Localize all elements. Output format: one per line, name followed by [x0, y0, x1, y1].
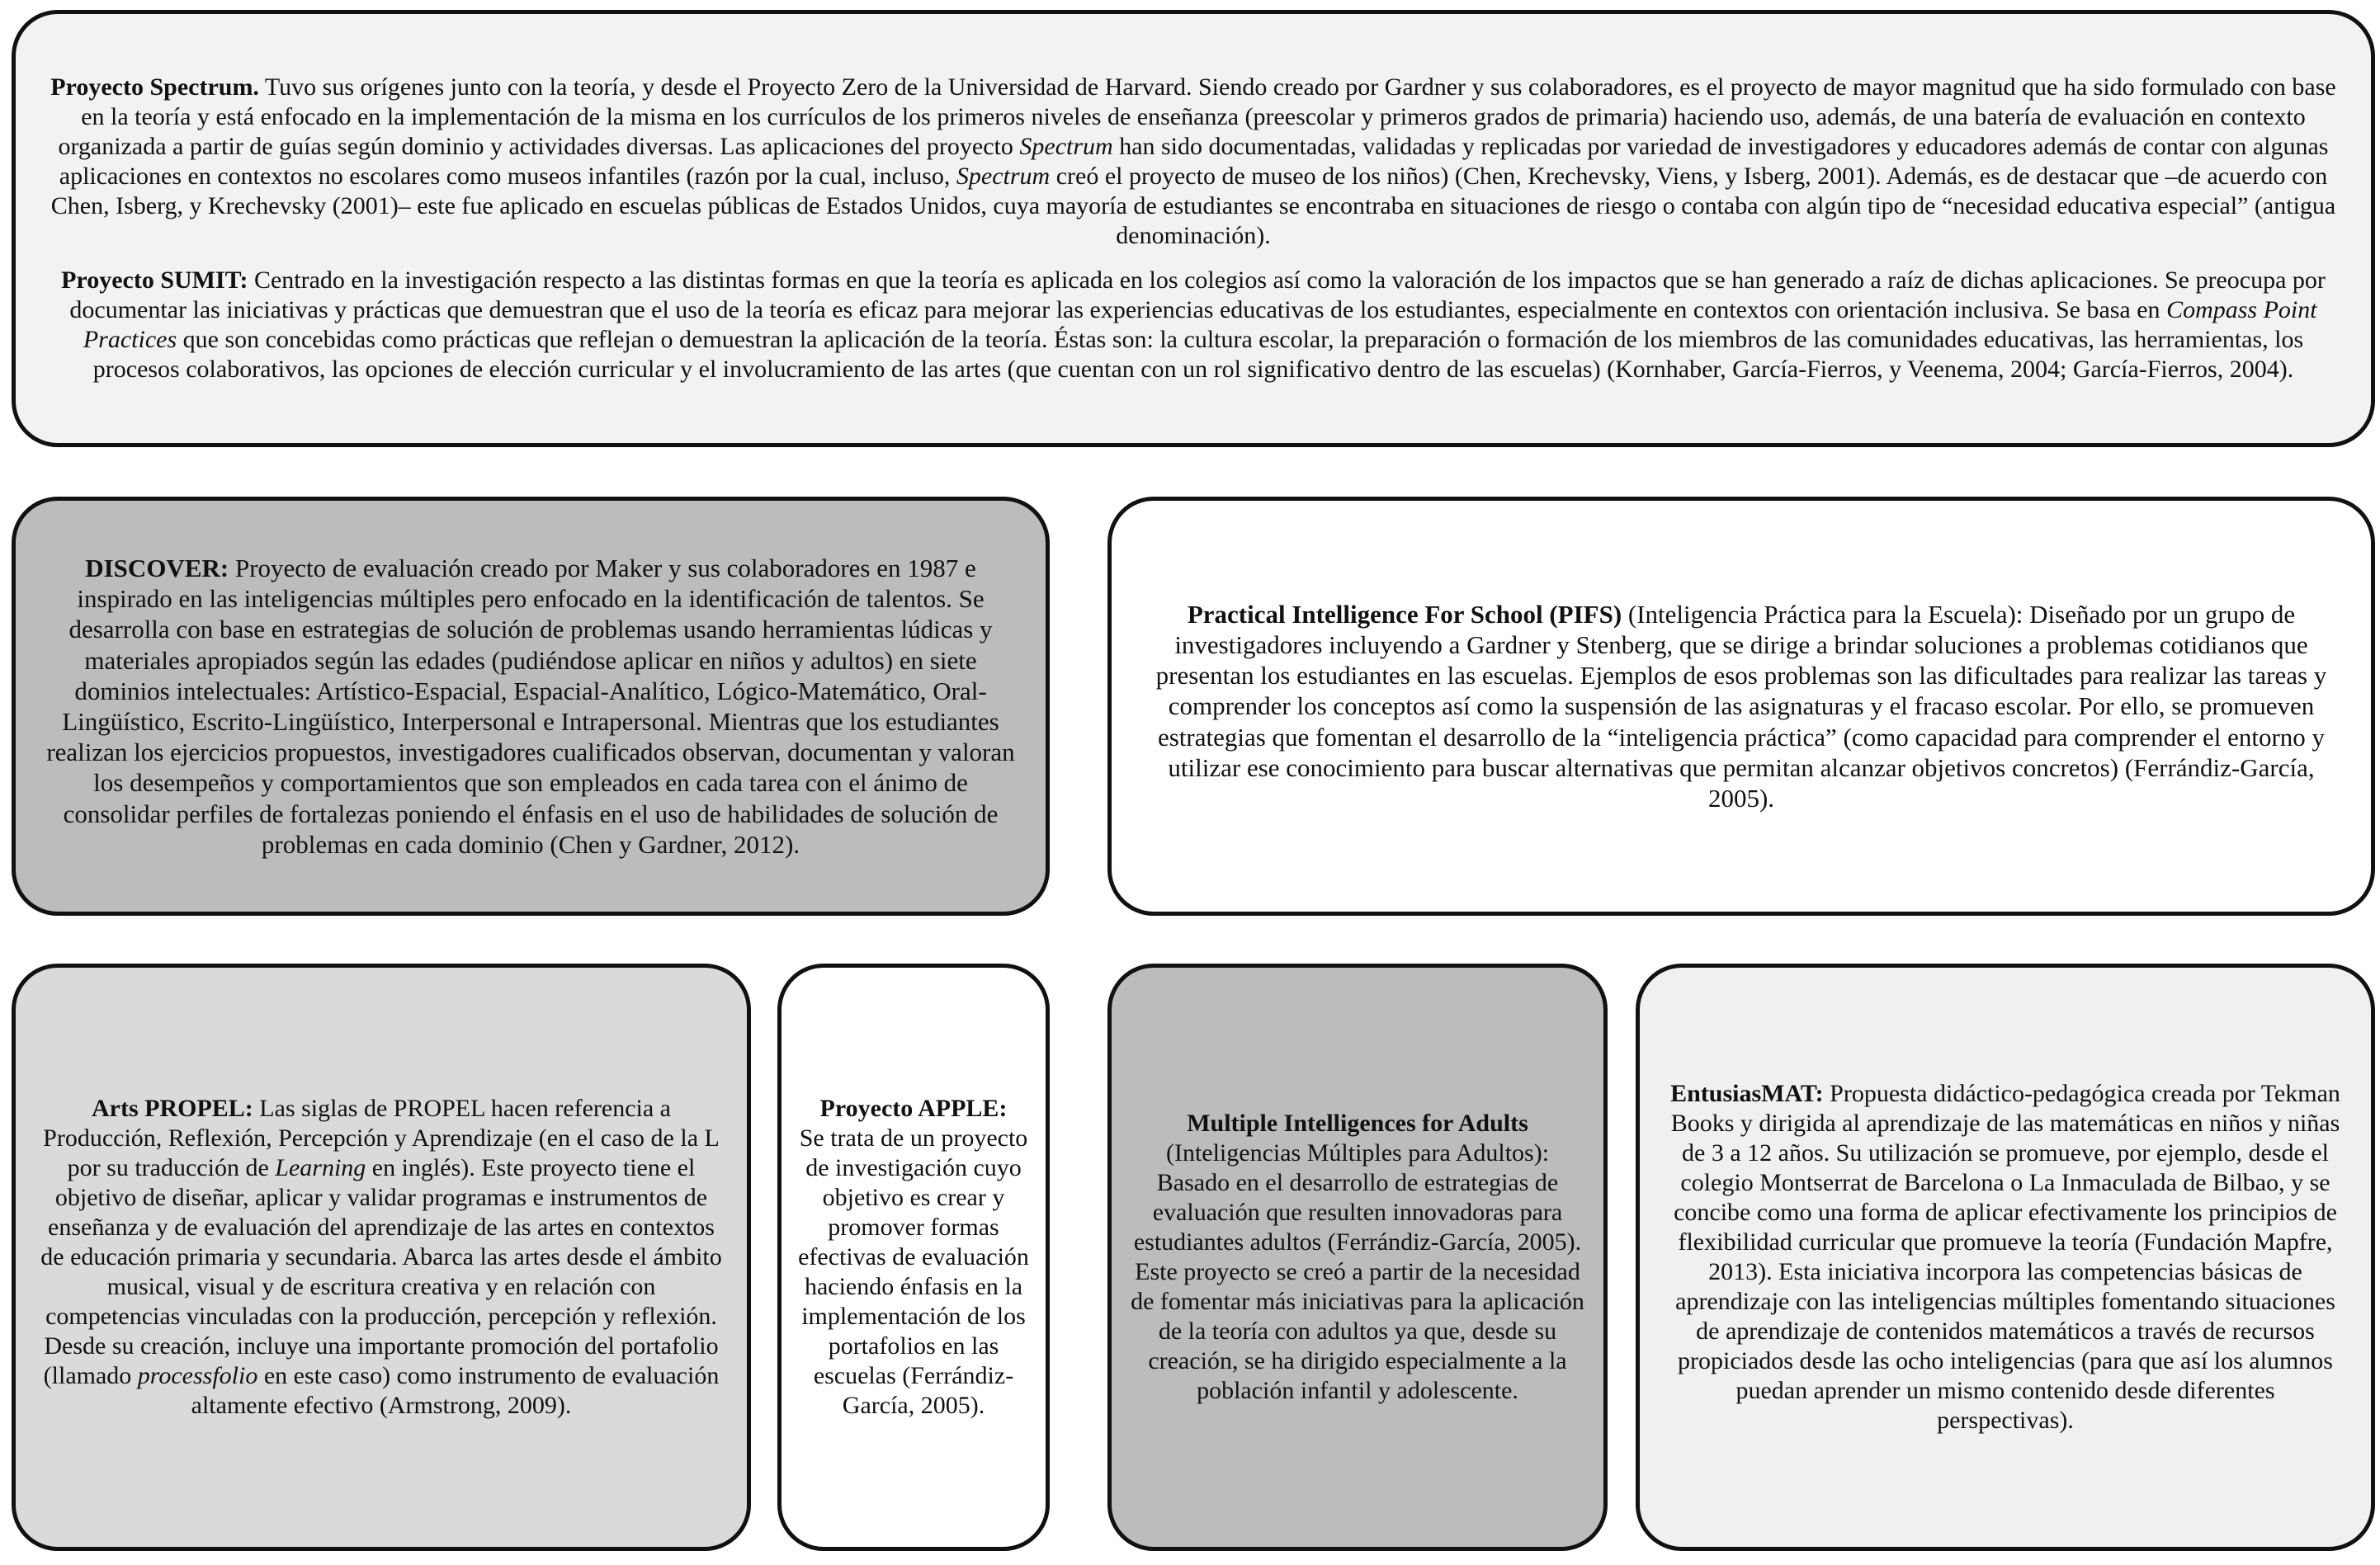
apple-title: Proyecto APPLE: — [819, 1095, 1008, 1122]
sumit-paragraph — [45, 266, 2341, 384]
spectrum-text-1: Tuvo sus orígenes junto con la teoría, y desde el Proyecto Zero de la Universidad de Harvard. Siendo creado por Gardner y sus colaboradores, es el proyecto de mayor magnitud que ha sido formulado con base en la teoría y está enfocado en la implementación de la misma en los currículos de los primeros niveles de enseñanza (preescolar y primeros grados de primaria) haciendo uso, además, de una batería de evaluación en contexto organizada a partir de guías según dominio y actividades diversas. Las aplicaciones del proyecto — [58, 73, 2336, 160]
sumit-title: Proyecto SUMIT: — [61, 266, 248, 294]
propel-text-2: en inglés). Este proyecto tiene el objetivo de diseñar, aplicar y validar programas e instrumentos de enseñanza y de evaluación del aprendizaje de las artes en contextos de educación primaria y secundaria. Abarca las artes desde el ámbito musical, visual y de escritura creativa y en relación con competencias vinculadas con la producción, percepción y reflexión. Desde su creación, incluye una importante promoción del portafolio (llamado — [40, 1154, 722, 1389]
spectrum-italic-1: Spectrum — [1019, 133, 1113, 160]
mi-adults-box — [1107, 964, 1608, 1551]
adults-text: (Inteligencias Múltiples para Adultos): Basado en el desarrollo de estrategias de evaluación que resulten innovadoras para estudiantes adultos (Ferrándiz-García, 2005). Este proyecto se creó a partir de la necesidad de fomentar más iniciativas para la aplicación de la teoría con adultos ya que, desde su creación, se ha dirigido especialmente a la población infantil y adolescente. — [1131, 1139, 1584, 1404]
discover-paragraph — [40, 553, 1021, 860]
sumit-text-1: Centrado en la investigación respecto a las distintas formas en que la teoría es aplicada en los colegios así como la valoración de los impactos que se han generado a raíz de dichas aplicaciones. Se preocupa por documentar las iniciativas y prácticas que demuestran que el uso de la teoría es eficaz para mejorar las experiencias educativas de los estudiantes, especialmente en contextos con orientación inclusiva. Se basa en — [69, 266, 2326, 323]
spectrum-title: Proyecto Spectrum. — [50, 73, 259, 101]
entusiasmat-title: EntusiasMAT: — [1670, 1080, 1824, 1107]
pifs-box — [1107, 497, 2375, 916]
adults-title: Multiple Intelligences for Adults — [1187, 1110, 1528, 1137]
arts-propel-box — [12, 964, 751, 1551]
entusiasmat-text: Propuesta didáctico-pedagógica creada por Tekman Books y dirigida al aprendizaje de las matemáticas en niños y niñas de 3 a 12 años. Su utilización se promueve, por ejemplo, desde el colegio Montserrat de Barcelona o La Inmaculada de Bilbao, y se concibe como una forma de aplicar efectivamente los principios de flexibilidad curricular que promueve la teoría (Fundación Mapfre, 2013). Esta iniciativa incorpora las competencias básicas de aprendizaje con las inteligencias múltiples fomentando situaciones de aprendizaje de contenidos matemáticos a través de recursos propiciados desde las ocho inteligencias (para que así los alumnos puedan aprender un mismo contenido desde diferentes perspectivas). — [1670, 1080, 2340, 1434]
apple-paragraph — [795, 1094, 1032, 1421]
spectrum-italic-2: Spectrum — [956, 163, 1051, 190]
entusiasmat-paragraph — [1669, 1079, 2341, 1435]
propel-italic-2: processfolio — [137, 1362, 258, 1389]
propel-italic-1: Learning — [275, 1154, 366, 1181]
discover-box — [12, 497, 1050, 916]
discover-text: Proyecto de evaluación creado por Maker y sus colaboradores en 1987 e inspirado en las inteligencias múltiples pero enfocado en la identificación de talentos. Se desarrolla con base en estrategias de solución de problemas usando herramientas lúdicas y materiales apropiados según las edades (pudiéndose aplicar en niños y adultos) en siete dominios intelectuales: Artístico-Espacial, Espacial-Analítico, Lógico-Matemático, Oral-Lingüístico, Escrito-Lingüístico, Interpersonal e Intrapersonal. Mientras que los estudiantes realizan los ejercicios propuestos, investigadores cualificados observan, documentan y valoran los desempeños y comportamientos que son empleados en cada tarea con el ánimo de consolidar perfiles de fortalezas poniendo el énfasis en el uso de habilidades de solución de problemas en cada dominio (Chen y Gardner, 2012). — [46, 554, 1015, 859]
pifs-paragraph — [1143, 599, 2340, 813]
adults-paragraph — [1130, 1109, 1585, 1406]
apple-text: Se trata de un proyecto de investigación cuyo objetivo es crear y promover formas efectivas de evaluación haciendo énfasis en la implementación de los portafolios en las escuelas (Ferrándiz-García, 2005). — [798, 1124, 1029, 1419]
apple-box — [777, 964, 1050, 1551]
spectrum-text-2: han sido documentadas, validadas y replicadas por variedad de investigadores y educadores además de contar con algunas aplicaciones en contextos no escolares como museos infantiles (razón por la cual, incluso, — [59, 133, 2329, 190]
propel-paragraph — [37, 1094, 725, 1421]
pifs-text: (Inteligencia Práctica para la Escuela): Diseñado por un grupo de investigadores incluyendo a Gardner y Stenberg, que se dirige a brindar soluciones a problemas cotidianos que presentan los estudiantes en las escuelas. Ejemplos de esos problemas son las dificultades para realizar las tareas y comprender los conceptos así como la suspensión de las asignaturas y el fracaso escolar. Por ello, se promueven estrategias que fomentan el desarrollo de la “inteligencia práctica” (como capacidad para comprender el entorno y utilizar ese conocimiento para buscar alternativas que permitan alcanzar objetivos concretos) (Ferrándiz-García, 2005). — [1155, 599, 2327, 813]
spectrum-paragraph — [45, 73, 2341, 251]
sumit-text-2: que son concebidas como prácticas que reflejan o demuestran la aplicación de la teoría. Éstas son: la cultura escolar, la preparación o formación de los miembros de las comunidades educativas, las herramientas, los procesos colaborativos, las opciones de elección curricular y el involucramiento de las artes (que cuentan con un rol significativo dentro de las escuelas) (Kornhaber, García-Fierros, y Veenema, 2004; García-Fierros, 2004). — [92, 326, 2304, 383]
discover-title: DISCOVER: — [85, 554, 229, 583]
entusiasmat-box — [1636, 964, 2375, 1551]
pifs-title: Practical Intelligence For School (PIFS) — [1187, 599, 1622, 629]
sumit-italic-1: Compass Point Practices — [83, 296, 2317, 353]
propel-text-1: Las siglas de PROPEL hacen referencia a Producción, Reflexión, Percepción y Aprendizaje (en el caso de la L por su traducción de — [43, 1095, 720, 1181]
propel-title: Arts PROPEL: — [91, 1095, 253, 1122]
spectrum-sumit-box — [12, 10, 2375, 447]
propel-text-3: en este caso) como instrumento de evaluación altamente efectivo (Armstrong, 2009). — [191, 1362, 720, 1419]
spectrum-text-3: creó el proyecto de museo de los niños) (Chen, Krechevsky, Viens, y Isberg, 2001). Además, es de destacar que –de acuerdo con Chen, Isberg, y Krechevsky (2001)– este fue aplicado en escuelas públicas de Estados Unidos, cuya mayoría de estudiantes se encontraba en situaciones de riesgo o contaba con algún tipo de “necesidad educativa especial” (antigua denominación). — [50, 163, 2336, 249]
